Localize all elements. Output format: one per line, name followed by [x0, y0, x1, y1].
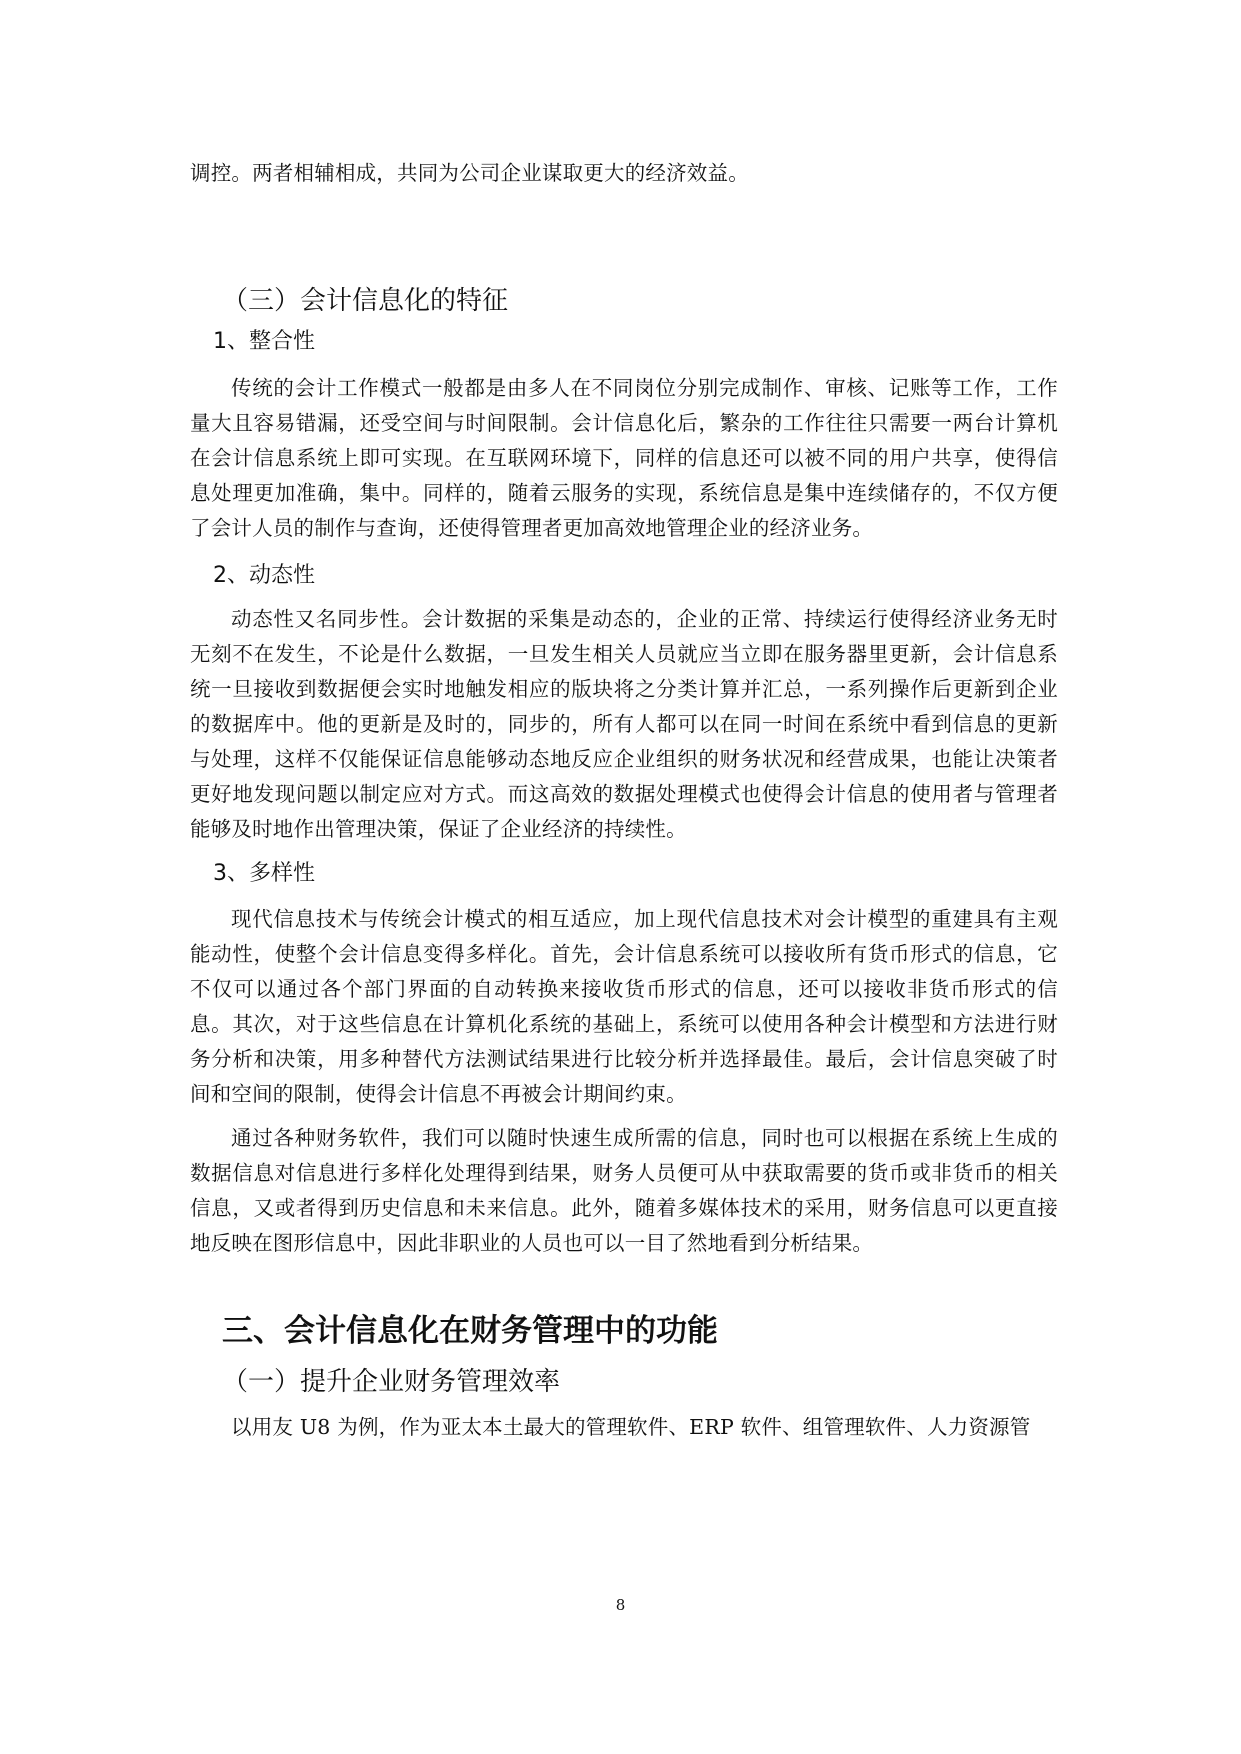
section-heading-3: （三）会计信息化的特征 — [222, 286, 509, 316]
page-number: 8 — [615, 1596, 626, 1614]
subheading-dynamic: 2、动态性 — [213, 563, 315, 588]
chapter-heading: 三、会计信息化在财务管理中的功能 — [222, 1313, 718, 1349]
paragraph-dynamic: 动态性又名同步性。会计数据的采集是动态的，企业的正常、持续运行使得经济业务无时无刻不在发生，不论是什么数据，一旦发生相关人员就应当立即在服务器里更新，会计信息系统一旦接收到数据便会实时地触发相应的版块将之分类计算并汇总，一系列操作后更新到企业的数据库中。他的更新是及时的，同步的，所有人都可以在同一时间在系统中看到信息的更新与处理，这样不仅能保证信息能够动态地反应企业组织的财务状况和经营成果，也能让决策者更好地发现问题以制定应对方式。而这高效的数据处理模式也使得会计信息的使用者与管理者能够及时地作出管理决策，保证了企业经济的持续性。 — [190, 607, 1058, 841]
section-heading-1: （一）提升企业财务管理效率 — [222, 1367, 561, 1397]
paragraph-diversity-1: 现代信息技术与传统会计模式的相互适应，加上现代信息技术对会计模型的重建具有主观能动性，使整个会计信息变得多样化。首先，会计信息系统可以接收所有货币形式的信息，它不仅可以通过各个部门界面的自动转换来接收货币形式的信息，还可以接收非货币形式的信息。其次，对于这些信息在计算机化系统的基础上，系统可以使用各种会计模型和方法进行财务分析和决策，用多种替代方法测试结果进行比较分析并选择最佳。最后，会计信息突破了时间和空间的限制，使得会计信息不再被会计期间约束。 — [190, 907, 1058, 1106]
paragraph-integration: 传统的会计工作模式一般都是由多人在不同岗位分别完成制作、审核、记账等工作，工作量大且容易错漏，还受空间与时间限制。会计信息化后，繁杂的工作往往只需要一两台计算机在会计信息系统上即可实现。在互联网环境下，同样的信息还可以被不同的用户共享，使得信息处理更加准确，集中。同样的，随着云服务的实现，系统信息是集中连续储存的，不仅方便了会计人员的制作与查询，还使得管理者更加高效地管理企业的经济业务。 — [190, 376, 1058, 540]
subheading-diversity: 3、多样性 — [213, 861, 315, 886]
subheading-integration: 1、整合性 — [213, 329, 315, 354]
paragraph-diversity-2: 通过各种财务软件，我们可以随时快速生成所需的信息，同时也可以根据在系统上生成的数据信息对信息进行多样化处理得到结果，财务人员便可从中获取需要的货币或非货币的相关信息，又或者得到历史信息和未来信息。此外，随着多媒体技术的采用，财务信息可以更直接地反映在图形信息中，因此非职业的人员也可以一目了然地看到分析结果。 — [190, 1126, 1058, 1255]
paragraph-u8-example: 以用友 U8 为例，作为亚太本土最大的管理软件、ERP 软件、组管理软件、人力资源管 — [231, 1415, 1031, 1439]
paragraph-continuation: 调控。两者相辅相成，共同为公司企业谋取更大的经济效益。 — [190, 161, 749, 185]
